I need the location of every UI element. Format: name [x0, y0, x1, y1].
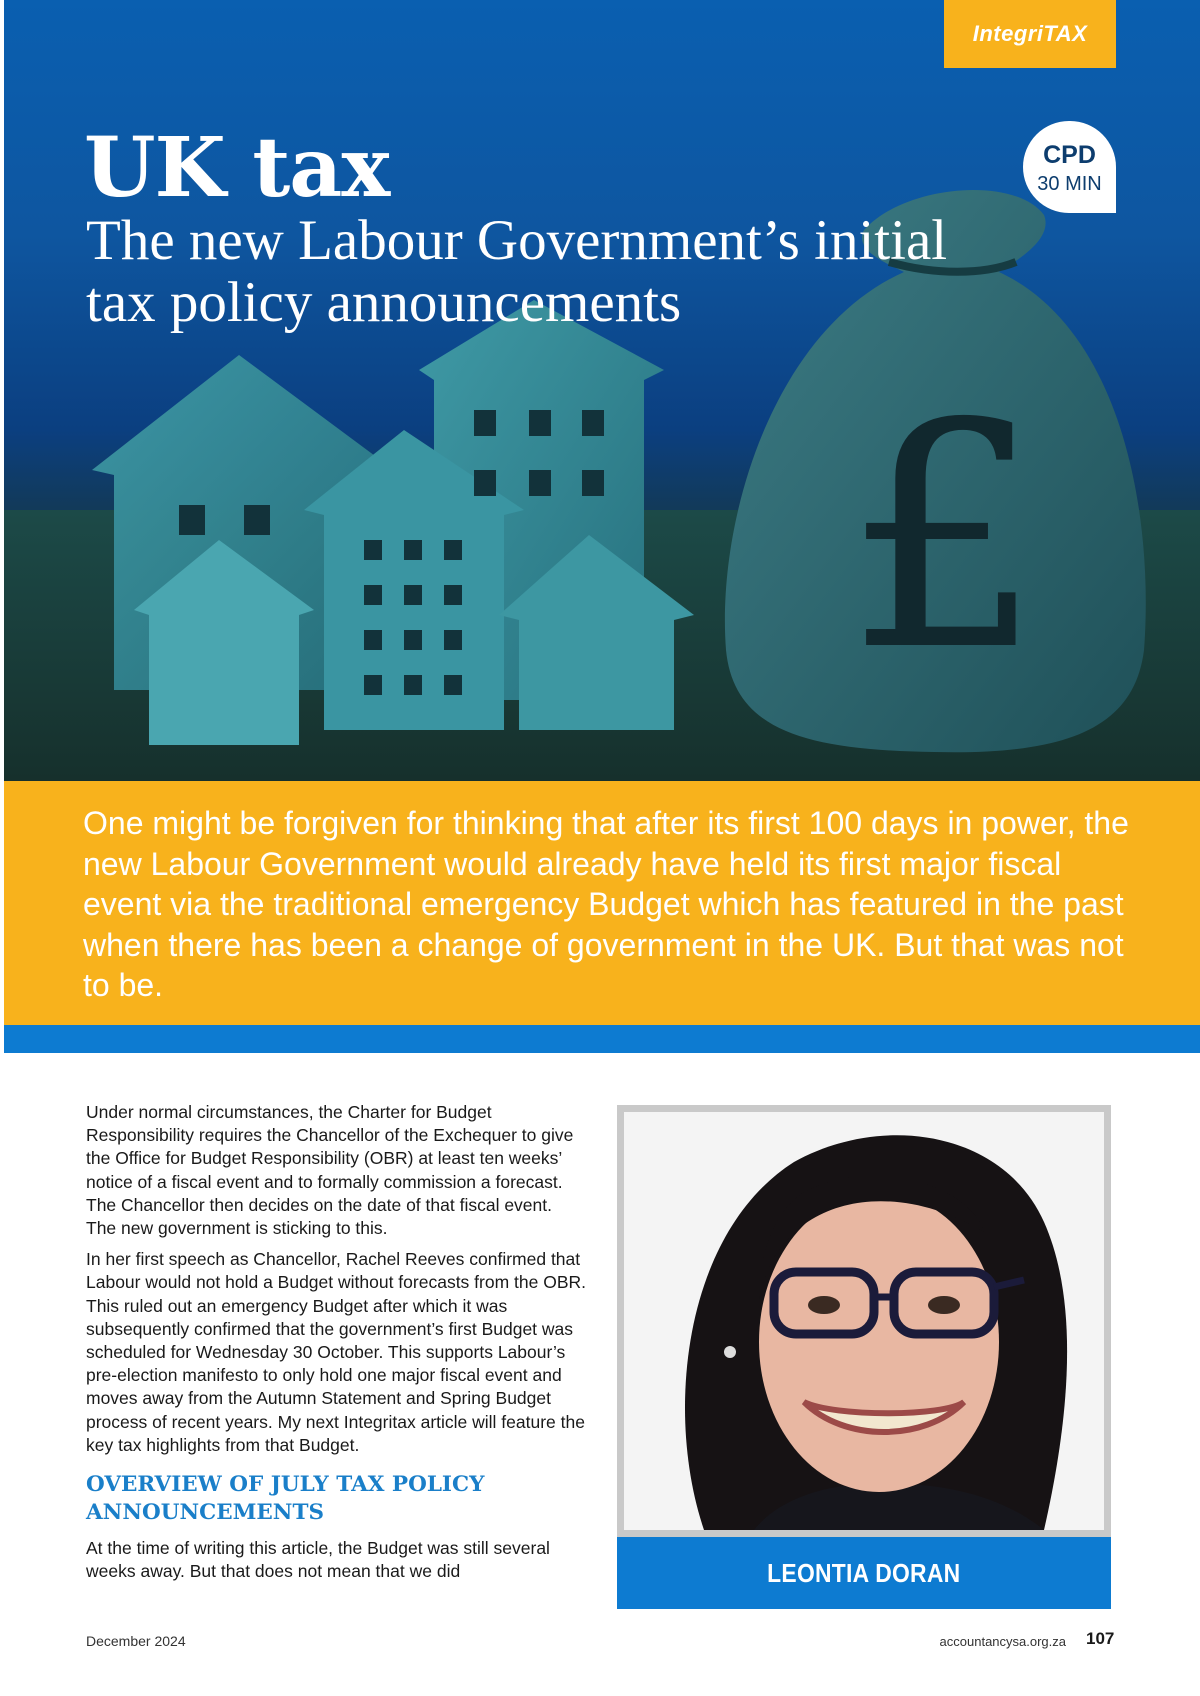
author-photo — [617, 1105, 1111, 1537]
article-body — [86, 1101, 586, 1591]
article-title: UK tax — [84, 120, 390, 216]
author-portrait — [624, 1112, 1104, 1530]
article-subtitle: The new Labour Government’s initial tax policy announcements — [86, 209, 948, 334]
houses-and-money-bag-illustration — [4, 0, 1200, 781]
divider-band — [4, 1025, 1200, 1053]
cpd-duration: 30 MIN — [1037, 173, 1102, 195]
footer-website: accountancysa.org.za — [939, 1634, 1066, 1649]
author-name: LEONTIA DORAN — [767, 1557, 961, 1588]
hero-banner — [4, 0, 1200, 781]
body-paragraph: Under normal circumstances, the Charter for Budget Responsibility requires the Chancellor of the Exchequer to give the Office for Budget Responsibility (OBR) at least ten weeks’ notice of a fiscal event and to formally commission a forecast. The Chancellor then decides on the date of that fiscal event. The new government is sticking to this. — [86, 1102, 574, 1239]
intro-panel — [4, 781, 1200, 1025]
cpd-badge — [1023, 121, 1116, 213]
svg-text:£: £ — [845, 358, 1043, 719]
author-name-caption — [617, 1537, 1111, 1609]
page-number: 107 — [1086, 1629, 1115, 1648]
footer-date: December 2024 — [86, 1633, 186, 1649]
section-heading: OVERVIEW OF JULY TAX POLICY ANNOUNCEMENTS — [86, 1472, 485, 1526]
body-paragraph: In her first speech as Chancellor, Rachel Reeves confirmed that Labour would not hold a Budget without forecasts from the OBR. This ruled out an emergency Budget after which it was subsequently confirmed that the government’s first Budget was scheduled for Wednesday 30 October. This supports Labour’s pre-election manifesto to only hold one major fiscal event and moves away from the Autumn Statement and Spring Budget process of recent years. My next Integritax article will feature the key tax highlights from that Budget. — [86, 1249, 587, 1455]
cpd-title: CPD — [1043, 141, 1096, 169]
brand-logo-tab: IntegriTAX — [944, 0, 1116, 68]
body-paragraph: At the time of writing this article, the Budget was still several weeks away. But that does not mean that we did — [86, 1538, 550, 1582]
intro-text: One might be forgiven for thinking that after its first 100 days in power, the new Labour Government would already have held its first major fiscal event via the traditional emergency Budget which has featured in the past when there has been a change of government in the UK. But that was not to be. — [83, 805, 1129, 1003]
